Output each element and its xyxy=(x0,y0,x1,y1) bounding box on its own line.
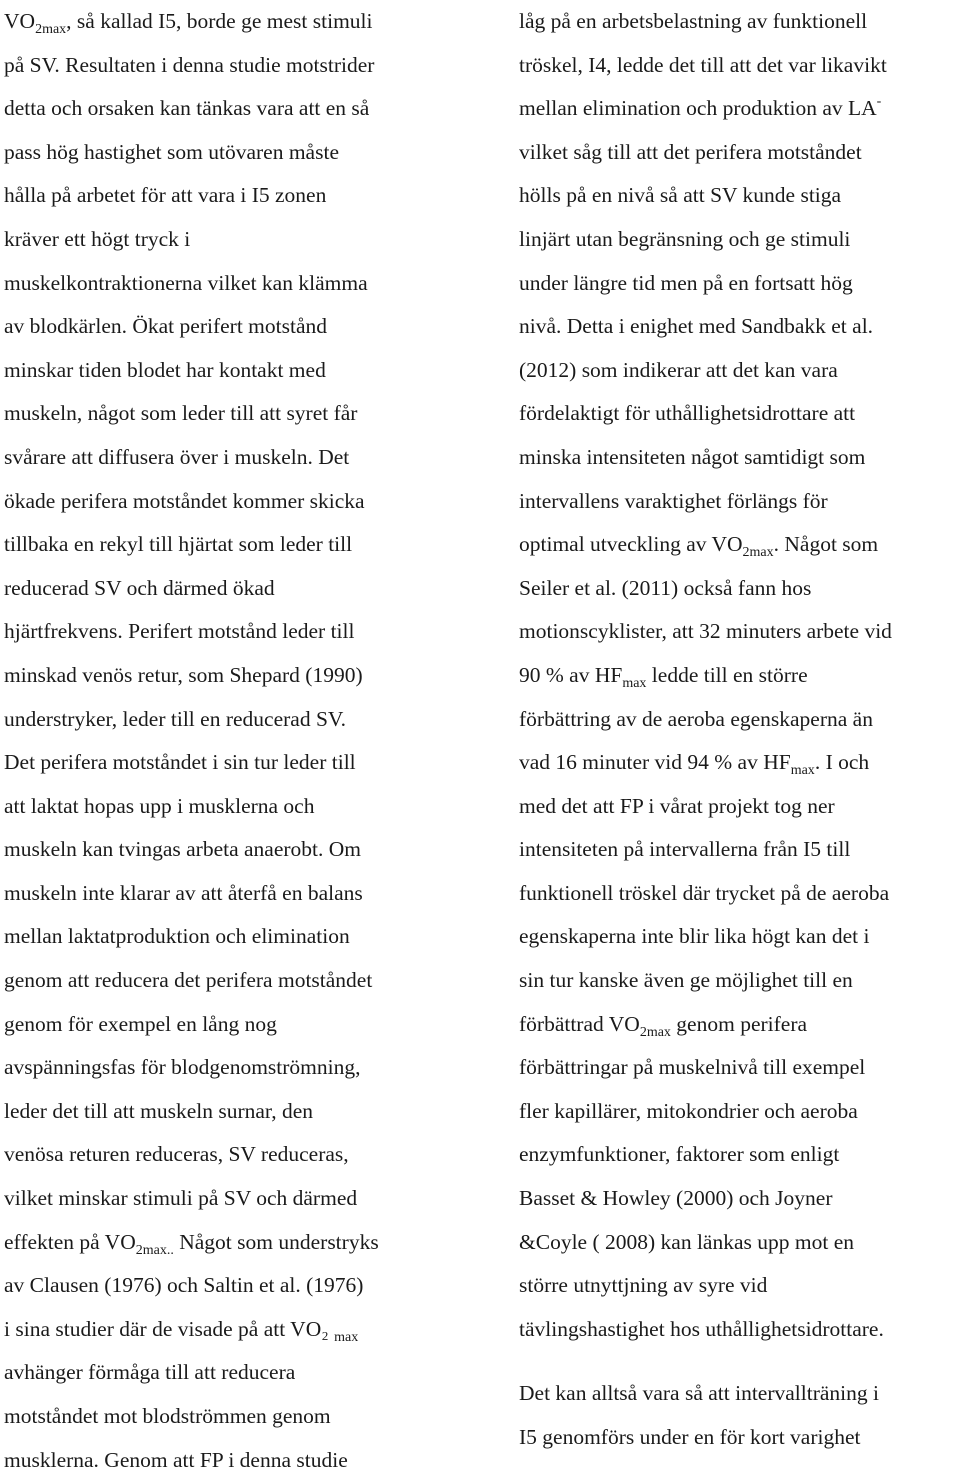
text-run: fler kapillärer, mitokondrier och aeroba xyxy=(519,1098,858,1123)
text-run: svårare att diffusera över i muskeln. Det xyxy=(4,444,350,469)
text-line xyxy=(519,915,959,959)
text-line xyxy=(4,698,462,742)
text-run: hålla på arbetet för att vara i I5 zonen xyxy=(4,183,327,208)
text-run: Det kan alltså vara så att intervallträning i xyxy=(519,1381,879,1406)
text-line xyxy=(519,1046,959,1090)
right-column xyxy=(519,0,959,1460)
text-line xyxy=(519,131,959,175)
text-run: att laktat hopas upp i musklerna och xyxy=(4,793,315,818)
text-line xyxy=(4,1221,462,1265)
text-line xyxy=(4,349,462,393)
text-line xyxy=(4,785,462,829)
text-run: intervallens varaktighet förlängs för xyxy=(519,488,828,513)
text-run: under längre tid men på en fortsatt hög xyxy=(519,270,853,295)
text-run: VO xyxy=(4,9,36,33)
subscript: 2max xyxy=(35,22,67,37)
text-run: (2012) som indikerar att det kan vara xyxy=(519,357,838,382)
text-run: vad 16 minuter vid 94 % av HF xyxy=(519,750,791,775)
subscript: max xyxy=(622,675,647,691)
text-run: av blodkärlen. Ökat perifert motstånd xyxy=(4,314,327,339)
text-run: effekten på VO xyxy=(4,1229,136,1254)
text-run: muskeln inte klarar av att återfå en balans xyxy=(4,880,363,905)
text-run: motionscyklister, att 32 minuters arbete vid xyxy=(519,619,892,644)
paragraph-gap xyxy=(519,1351,959,1372)
text-run: 90 % av HF xyxy=(519,662,623,687)
text-line xyxy=(519,0,959,44)
text-run: minskad venös retur, som Shepard (1990) xyxy=(4,662,363,687)
text-run: vilket såg till att det perifera motståndet xyxy=(519,139,862,164)
text-line xyxy=(519,567,959,611)
text-line xyxy=(4,1264,462,1308)
text-line xyxy=(4,828,462,872)
text-line xyxy=(4,1133,462,1177)
text-run: Något som understryks xyxy=(173,1229,379,1254)
text-line xyxy=(4,1177,462,1221)
text-run: muskeln, något som leder till att syret får xyxy=(4,401,358,426)
text-line xyxy=(4,480,462,524)
text-run: med det att FP i vårat projekt tog ner xyxy=(519,793,835,818)
text-run: motståndet mot blodströmmen genom xyxy=(4,1404,331,1428)
text-line xyxy=(519,654,959,698)
text-line xyxy=(519,218,959,262)
text-run: . I och xyxy=(814,750,870,775)
text-run: fördelaktigt för uthållighetsidrottare att xyxy=(519,401,856,426)
text-run: Basset & Howley (2000) och Joyner xyxy=(519,1186,833,1211)
text-run: mellan laktatproduktion och elimination xyxy=(4,924,350,949)
subscript: 2max.. xyxy=(135,1242,174,1258)
text-run: av Clausen (1976) och Saltin et al. (1976) xyxy=(4,1273,364,1298)
text-line xyxy=(519,1133,959,1177)
text-line xyxy=(4,654,462,698)
text-line xyxy=(4,1308,462,1352)
text-line xyxy=(4,0,462,44)
text-run: genom perifera xyxy=(670,1011,808,1036)
text-run: nivå. Detta i enighet med Sandbakk et al. xyxy=(519,314,874,339)
text-line xyxy=(4,1046,462,1090)
text-run: genom att reducera det perifera motståndet xyxy=(4,968,373,993)
subscript: 2max xyxy=(742,545,774,561)
text-line xyxy=(519,741,959,785)
text-line xyxy=(519,523,959,567)
text-run: mellan elimination och produktion av LA xyxy=(519,96,877,121)
text-line xyxy=(4,1395,462,1439)
text-run: genom för exempel en lång nog xyxy=(4,1011,277,1036)
text-run: leder det till att muskeln surnar, den xyxy=(4,1098,314,1123)
text-line xyxy=(4,741,462,785)
text-line xyxy=(4,1439,462,1482)
text-run: , så kallad I5, borde ge mest stimuli xyxy=(66,9,373,33)
text-run: musklerna. Genom att FP i denna studie xyxy=(4,1447,348,1472)
text-run: minskar tiden blodet har kontakt med xyxy=(4,357,326,382)
text-run: egenskaperna inte blir lika högt kan det i xyxy=(519,924,870,949)
subscript: 2max xyxy=(639,1024,671,1040)
text-run: funktionell tröskel där trycket på de aeroba xyxy=(519,880,890,905)
text-line xyxy=(4,44,462,88)
text-run: tillbaka en rekyl till hjärtat som leder till xyxy=(4,532,353,557)
text-line xyxy=(519,436,959,480)
text-run: muskelkontraktionerna vilket kan klämma xyxy=(4,270,368,295)
text-line xyxy=(519,1177,959,1221)
text-run: &Coyle ( 2008) kan länkas upp mot en xyxy=(519,1229,854,1254)
text-line xyxy=(519,349,959,393)
text-line xyxy=(4,1090,462,1134)
text-line xyxy=(519,1308,959,1352)
text-run: på SV. Resultaten i denna studie motstrider xyxy=(4,52,375,77)
text-run: pass hög hastighet som utövaren måste xyxy=(4,139,339,164)
text-line xyxy=(519,1416,959,1460)
text-line xyxy=(4,262,462,306)
text-line xyxy=(519,1221,959,1265)
text-run: . Något som xyxy=(773,532,879,557)
text-line xyxy=(4,872,462,916)
text-run: Seiler et al. (2011) också fann hos xyxy=(519,575,812,600)
text-line xyxy=(519,87,959,131)
text-run: större utnyttjning av syre vid xyxy=(519,1273,768,1298)
text-line xyxy=(4,915,462,959)
text-run: tröskel, I4, ledde det till att det var likavikt xyxy=(519,52,887,77)
text-run: I5 genomförs under en för kort varighet xyxy=(519,1425,861,1449)
text-line xyxy=(4,436,462,480)
text-run: venösa returen reduceras, SV reduceras, xyxy=(4,1142,349,1167)
text-line xyxy=(4,218,462,262)
text-line xyxy=(519,785,959,829)
text-line xyxy=(519,1264,959,1308)
text-run: förbättrad VO xyxy=(519,1011,640,1036)
text-line xyxy=(519,1003,959,1047)
text-line xyxy=(519,828,959,872)
text-line xyxy=(4,174,462,218)
text-line xyxy=(519,1372,959,1416)
text-run: i sina studier där de visade på att VO₂ xyxy=(4,1316,335,1341)
text-run: förbättring av de aeroba egenskaperna än xyxy=(519,706,873,731)
text-line xyxy=(4,523,462,567)
text-run: understryker, leder till en reducerad SV. xyxy=(4,706,347,731)
left-column xyxy=(4,0,462,1482)
text-line xyxy=(4,392,462,436)
text-line xyxy=(519,480,959,524)
text-run: avspänningsfas för blodgenomströmning, xyxy=(4,1055,361,1080)
text-line xyxy=(519,698,959,742)
text-run: vilket minskar stimuli på SV och därmed xyxy=(4,1186,358,1211)
text-run: linjärt utan begränsning och ge stimuli xyxy=(519,226,851,251)
text-line xyxy=(519,1090,959,1134)
text-run: intensiteten på intervallerna från I5 till xyxy=(519,837,851,862)
text-line xyxy=(4,567,462,611)
text-line xyxy=(519,305,959,349)
text-line xyxy=(519,959,959,1003)
text-line xyxy=(519,610,959,654)
text-run: optimal utveckling av VO xyxy=(519,532,743,557)
text-line xyxy=(4,610,462,654)
text-run: Det perifera motståndet i sin tur leder till xyxy=(4,750,356,775)
text-line xyxy=(519,174,959,218)
text-line xyxy=(519,262,959,306)
text-line xyxy=(519,392,959,436)
text-run: hjärtfrekvens. Perifert motstånd leder till xyxy=(4,619,355,644)
text-line xyxy=(4,1351,462,1395)
text-line xyxy=(4,305,462,349)
text-run: förbättringar på muskelnivå till exempel xyxy=(519,1055,866,1080)
text-run: låg på en arbetsbelastning av funktionell xyxy=(519,9,868,33)
text-run: kräver ett högt tryck i xyxy=(4,226,191,251)
text-run: ökade perifera motståndet kommer skicka xyxy=(4,488,365,513)
text-line xyxy=(519,44,959,88)
subscript: max xyxy=(790,763,815,779)
text-run: ledde till en större xyxy=(646,662,808,687)
text-line xyxy=(519,872,959,916)
text-run: tävlingshastighet hos uthållighetsidrottare. xyxy=(519,1316,884,1341)
text-run: enzymfunktioner, faktorer som enligt xyxy=(519,1142,840,1167)
text-line xyxy=(4,131,462,175)
superscript: - xyxy=(876,94,882,110)
text-run: muskeln kan tvingas arbeta anaerobt. Om xyxy=(4,837,362,862)
text-run: detta och orsaken kan tänkas vara att en så xyxy=(4,96,370,121)
text-run: hölls på en nivå så att SV kunde stiga xyxy=(519,183,842,208)
text-run: minska intensiteten något samtidigt som xyxy=(519,444,866,469)
text-run: reducerad SV och därmed ökad xyxy=(4,575,275,600)
text-run: sin tur kanske även ge möjlighet till en xyxy=(519,968,853,993)
text-line xyxy=(4,959,462,1003)
text-line xyxy=(4,87,462,131)
text-run: avhänger förmåga till att reducera xyxy=(4,1360,296,1385)
text-line xyxy=(4,1003,462,1047)
subscript: max xyxy=(334,1329,359,1345)
